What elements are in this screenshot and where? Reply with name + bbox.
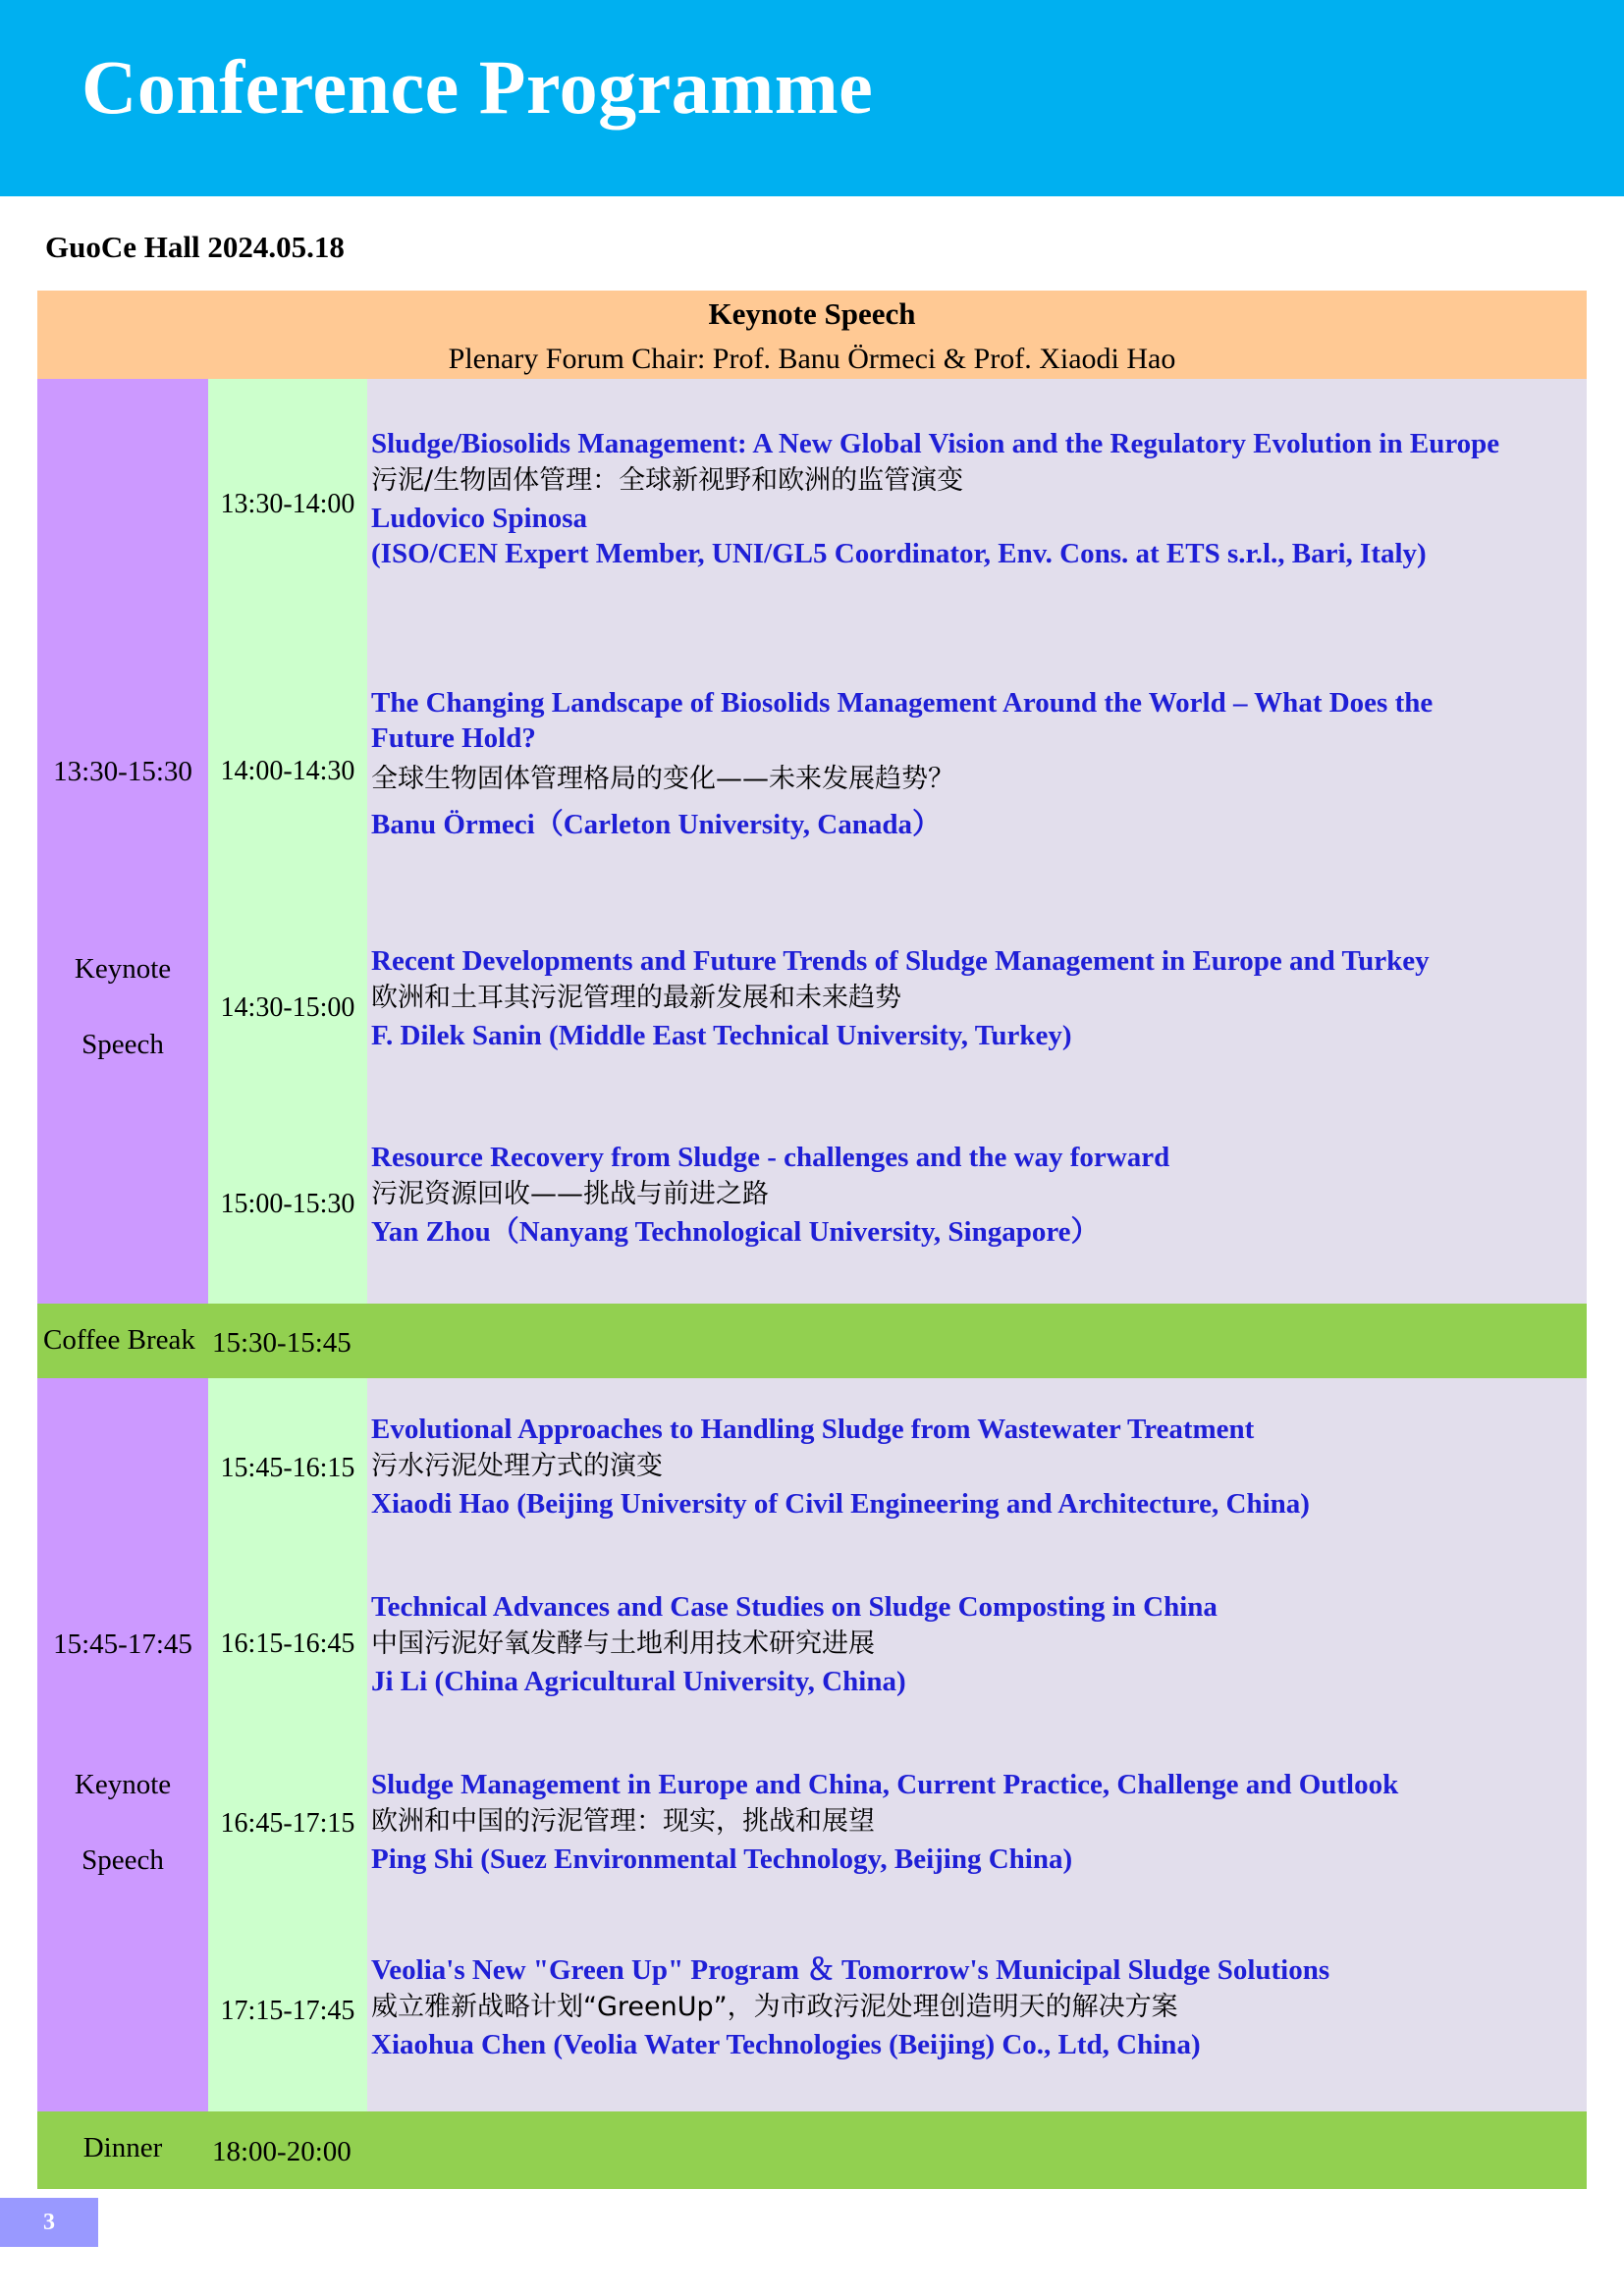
keynote-chair: Plenary Forum Chair: Prof. Banu Örmeci & Prof. Xiaodi Hao bbox=[448, 343, 1176, 375]
dinner-time: 18:00-20:00 bbox=[212, 2136, 352, 2167]
keynote-header bbox=[37, 291, 1587, 379]
talk-title-en: Veolia's New "Green Up" Program ＆ Tomorrow's Municipal Sludge Solutions bbox=[371, 1954, 1330, 1986]
header-band bbox=[0, 0, 1624, 196]
talk-speaker: Ping Shi (Suez Environmental Technology, Beijing China) bbox=[371, 1843, 1073, 1875]
talk-time: 15:00-15:30 bbox=[220, 1189, 355, 1219]
page-number: 3 bbox=[0, 2198, 98, 2247]
talk-entry bbox=[371, 1952, 1585, 2062]
talk-speaker: Xiaohua Chen (Veolia Water Technologies (Beijing) Co., Ltd, China) bbox=[371, 2029, 1201, 2060]
session1-range-cell bbox=[37, 379, 208, 1304]
talk-time: 16:15-16:45 bbox=[220, 1629, 355, 1659]
talk-entry bbox=[371, 1767, 1585, 1877]
talk-title-zh: 欧洲和土耳其污泥管理的最新发展和未来趋势 bbox=[371, 983, 901, 1013]
session1-label-speech: Speech bbox=[81, 1029, 164, 1060]
talk-time: 16:45-17:15 bbox=[220, 1808, 355, 1839]
hall-date: GuoCe Hall 2024.05.18 bbox=[45, 230, 345, 264]
talk-title-zh: 全球生物固体管理格局的变化——未来发展趋势？ bbox=[371, 764, 954, 794]
talk-time: 14:30-15:00 bbox=[220, 992, 355, 1023]
session1-label-keynote: Keynote bbox=[74, 953, 172, 985]
talk-entry bbox=[371, 1412, 1585, 1522]
talk-speaker: F. Dilek Sanin (Middle East Technical University, Turkey) bbox=[371, 1020, 1072, 1051]
session2-label-speech: Speech bbox=[81, 1844, 164, 1876]
schedule-table bbox=[37, 291, 1587, 2189]
talk-title-zh: 中国污泥好氧发酵与土地利用技术研究进展 bbox=[371, 1629, 875, 1659]
talk-speaker: Xiaodi Hao (Beijing University of Civil Engineering and Architecture, China) bbox=[371, 1488, 1310, 1520]
talk-speaker: Banu Örmeci（Carleton University, Canada） bbox=[371, 809, 941, 840]
session2-range: 15:45-17:45 bbox=[53, 1629, 192, 1660]
dinner-label: Dinner bbox=[82, 2132, 163, 2163]
session2-label-keynote: Keynote bbox=[74, 1769, 172, 1800]
talk-speaker: Ludovico Spinosa bbox=[371, 503, 588, 534]
talk-title-en: Sludge/Biosolids Management: A New Global Vision and the Regulatory Evolution in Europe bbox=[371, 428, 1500, 459]
talk-speaker: Ji Li (China Agricultural University, China) bbox=[371, 1666, 906, 1697]
talk-title-en: Technical Advances and Case Studies on Sludge Composting in China bbox=[371, 1591, 1218, 1623]
session2-range-cell bbox=[37, 1378, 208, 2111]
coffee-break-label: Coffee Break bbox=[43, 1324, 195, 1356]
talk-title-zh: 污水污泥处理方式的演变 bbox=[371, 1451, 663, 1481]
talk-affiliation: (ISO/CEN Expert Member, UNI/GL5 Coordinator, Env. Cons. at ETS s.r.l., Bari, Italy) bbox=[371, 538, 1427, 569]
talk-entry bbox=[371, 943, 1585, 1053]
talk-time: 13:30-14:00 bbox=[220, 489, 355, 519]
talk-title-zh: 欧洲和中国的污泥管理：现实，挑战和展望 bbox=[371, 1806, 875, 1837]
talk-title-zh: 威立雅新战略计划“GreenUp”，为市政污泥处理创造明天的解决方案 bbox=[371, 1992, 1178, 2022]
talk-time: 15:45-16:15 bbox=[220, 1453, 355, 1483]
talk-entry bbox=[371, 426, 1585, 571]
coffee-break-time: 15:30-15:45 bbox=[212, 1327, 352, 1359]
talk-title-en: Sludge Management in Europe and China, Current Practice, Challenge and Outlook bbox=[371, 1769, 1399, 1800]
page-title: Conference Programme bbox=[81, 44, 874, 130]
session1-range: 13:30-15:30 bbox=[53, 756, 192, 787]
keynote-title: Keynote Speech bbox=[708, 296, 916, 331]
talk-time: 17:15-17:45 bbox=[220, 1996, 355, 2026]
talk-title-en-cont: Future Hold? bbox=[371, 722, 536, 754]
talk-entry bbox=[371, 1140, 1585, 1250]
talk-title-en: Evolutional Approaches to Handling Sludge from Wastewater Treatment bbox=[371, 1414, 1255, 1445]
talk-title-en: Recent Developments and Future Trends of Sludge Management in Europe and Turkey bbox=[371, 945, 1430, 977]
talk-entry bbox=[371, 685, 1585, 842]
talk-title-en: Resource Recovery from Sludge - challenges and the way forward bbox=[371, 1142, 1170, 1173]
talk-title-en: The Changing Landscape of Biosolids Management Around the World – What Does the bbox=[371, 687, 1434, 719]
talk-time: 14:00-14:30 bbox=[220, 756, 355, 786]
talk-title-zh: 污泥资源回收——挑战与前进之路 bbox=[371, 1179, 769, 1209]
talk-title-zh: 污泥/生物固体管理：全球新视野和欧洲的监管演变 bbox=[371, 465, 964, 496]
talk-speaker: Yan Zhou（Nanyang Technological University, Singapore） bbox=[371, 1216, 1100, 1248]
talk-entry bbox=[371, 1589, 1585, 1699]
